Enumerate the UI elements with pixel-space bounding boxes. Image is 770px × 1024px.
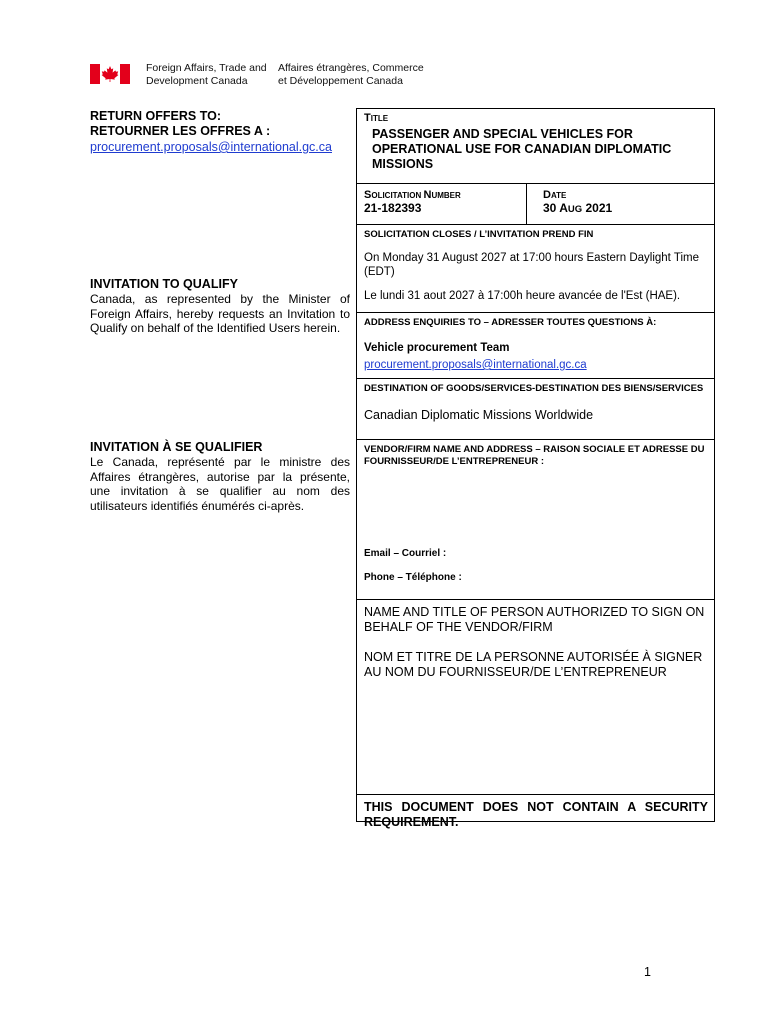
solicitation-number-cell (357, 184, 527, 224)
authorized-person-cell (357, 599, 714, 794)
address-enquiries-label: ADDRESS ENQUIRIES TO – ADRESSER TOUTES QUESTIONS À: (364, 317, 657, 328)
invitation-fr-block (90, 440, 350, 513)
vendor-label: VENDOR/FIRM NAME AND ADDRESS – RAISON SOCIALE ET ADRESSE DU FOURNISSEUR/DE L’ENTREPRENEUR : (364, 444, 705, 467)
date-label: DATE (543, 189, 567, 201)
destination-label: DESTINATION OF GOODS/SERVICES-DESTINATION DES BIENS/SERVICES (364, 383, 704, 394)
solicitation-closes-label: SOLICITATION CLOSES / L’INVITATION PREND FIN (364, 229, 594, 240)
contact-email-link[interactable]: procurement.proposals@international.gc.ca (364, 359, 587, 371)
department-name-fr: Affaires étrangères, Commerce et Développement Canada (278, 62, 424, 87)
solicitation-number-value: 21-182393 (364, 201, 422, 215)
title-label: TITLE (364, 112, 389, 124)
date-cell (527, 184, 612, 224)
government-header (90, 60, 450, 90)
solicitation-closes-cell (357, 224, 714, 312)
invitation-en-block (90, 277, 350, 336)
solicitation-number-label: SOLICITATION NUMBER (364, 189, 461, 201)
authorized-person-en: NAME AND TITLE OF PERSON AUTHORIZED TO SIGN ON BEHALF OF THE VENDOR/FIRM (364, 605, 705, 634)
solicitation-form-table (356, 108, 715, 829)
title-cell (357, 108, 714, 183)
return-offers-block (90, 109, 350, 155)
security-requirement-cell (357, 794, 714, 829)
invitation-fr-text: Le Canada, représenté par le ministre des Affaires étrangères, autorise par la présente, une invitation à se qualifier au nom des utilisateurs identifiés énumérés ci-après. (90, 455, 350, 513)
security-requirement-text: THIS DOCUMENT DOES NOT CONTAIN A SECURITY REQUIREMENT. (364, 800, 708, 829)
solicitation-closes-fr: Le lundi 31 aout 2027 à 17:00h heure avancée de l'Est (HAE). (364, 290, 681, 302)
invitation-fr-title: INVITATION À SE QUALIFIER (90, 440, 263, 454)
return-offers-label-fr: RETOURNER LES OFFRES A : (90, 124, 271, 138)
page-number: 1 (644, 965, 651, 979)
department-name-en: Foreign Affairs, Trade and Development Canada (146, 62, 267, 87)
vendor-phone-label: Phone – Téléphone : (364, 572, 462, 583)
return-offers-email-link[interactable]: procurement.proposals@international.gc.ca (90, 140, 332, 154)
return-offers-label-en: RETURN OFFERS TO: (90, 109, 222, 123)
vendor-cell (357, 439, 714, 599)
solicitation-closes-en: On Monday 31 August 2027 at 17:00 hours Eastern Daylight Time (EDT) (364, 252, 699, 278)
canada-flag-icon (90, 64, 130, 84)
solicitation-title: PASSENGER AND SPECIAL VEHICLES FOR OPERATIONAL USE FOR CANADIAN DIPLOMATIC MISSIONS (372, 127, 672, 171)
date-value: 30 AUG 2021 (543, 201, 613, 215)
address-enquiries-cell (357, 312, 714, 378)
invitation-en-title: INVITATION TO QUALIFY (90, 277, 238, 291)
vendor-email-label: Email – Courriel : (364, 548, 447, 559)
solicitation-number-date-row (357, 183, 714, 224)
destination-cell (357, 378, 714, 439)
contact-team-name: Vehicle procurement Team (364, 342, 510, 354)
destination-value: Canadian Diplomatic Missions Worldwide (364, 408, 594, 422)
authorized-person-fr: NOM ET TITRE DE LA PERSONNE AUTORISÉE À SIGNER AU NOM DU FOURNISSEUR/DE L’ENTREPRENEUR (364, 650, 703, 679)
invitation-en-text: Canada, as represented by the Minister of Foreign Affairs, hereby requests an Invitation to Qualify on behalf of the Identified Users herein. (90, 292, 350, 335)
